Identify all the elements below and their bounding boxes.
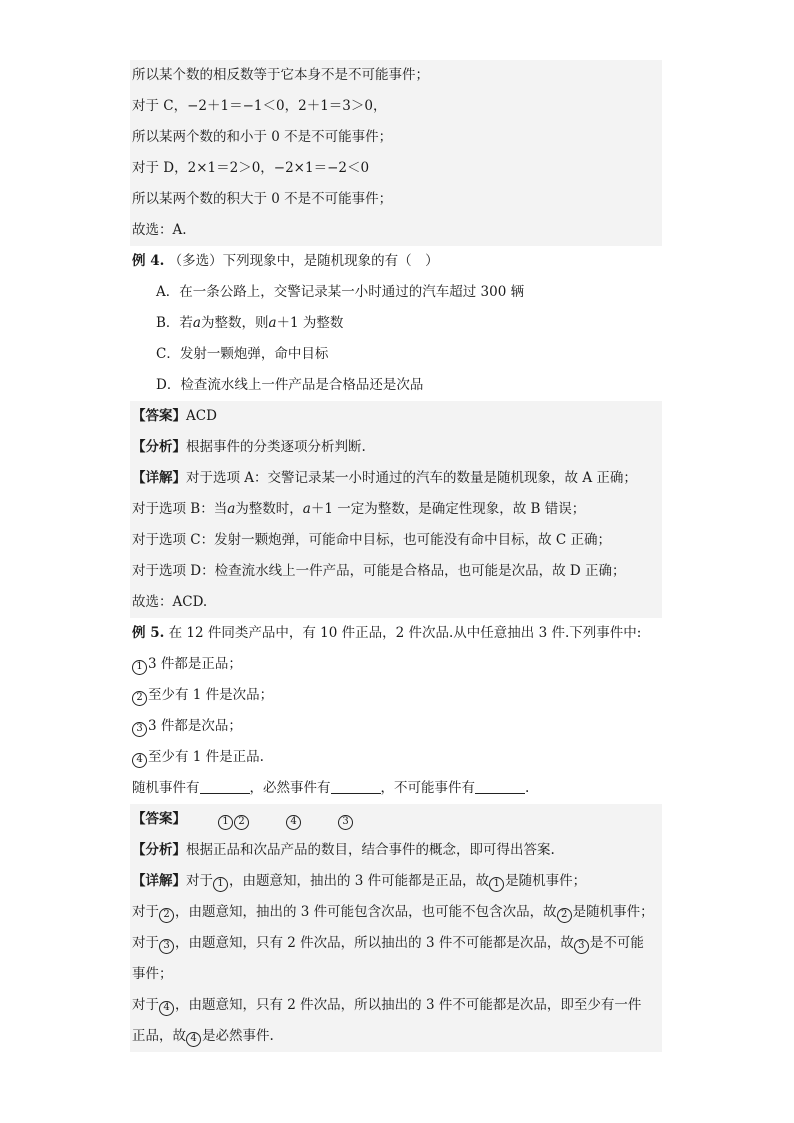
option-text: ＋1 为整数: [276, 315, 344, 331]
option-text: 为整数，则: [200, 315, 269, 331]
detail-text: 对于选项 A：交警记录某一小时通过的汽车的数量是随机现象，故 A 正确；: [186, 470, 637, 486]
detail-line: 对于选项 C：发射一颗炮弹，可能命中目标，也可能没有命中目标，故 C 正确；: [130, 525, 662, 556]
circled-number: 4: [159, 1001, 174, 1016]
detail-line: 事件；: [130, 959, 662, 990]
circled-number: 2: [132, 691, 147, 706]
math-var: a: [192, 315, 201, 331]
math-var: a: [227, 501, 236, 517]
fill-text: 随机事件有: [132, 780, 200, 796]
detail-text: 对于: [132, 935, 159, 951]
event-item-3: [130, 711, 662, 742]
detail-text: 是必然事件.: [202, 1028, 274, 1044]
circled-number: 3: [159, 939, 174, 954]
detail-text: 对于: [132, 997, 159, 1013]
text-line: 所以某个数的相反数等于它本身不是不可能事件；: [130, 60, 662, 91]
text-line: 对于 C，−2＋1＝−1＜0，2＋1＝3＞0，: [130, 91, 662, 122]
option-a: A．在一条公路上，交警记录某一小时通过的汽车超过 300 辆: [156, 284, 525, 300]
analysis-text: 根据正品和次品产品的数目，结合事件的概念，即可得出答案.: [186, 842, 555, 858]
analysis-line: [130, 432, 662, 463]
option-b: [130, 308, 662, 339]
detail-tag: 【详解】: [132, 470, 186, 486]
circled-number: 3: [132, 722, 147, 737]
example-5-stem: [130, 618, 662, 649]
detail-text: ，由题意知，只有 2 件次品，所以抽出的 3 件不可能都是次品，故: [175, 935, 574, 951]
text-line: 所以某两个数的积大于 0 不是不可能事件；: [130, 184, 662, 215]
fill-text: ，不可能事件有: [380, 780, 475, 796]
circled-number: 4: [132, 753, 147, 768]
answer-blank: [200, 779, 250, 794]
circled-number: 2: [159, 908, 174, 923]
analysis-tag: 【分析】: [132, 439, 186, 455]
event-item-4: [130, 742, 662, 773]
circled-number: 3: [338, 815, 353, 830]
detail-text: 是随机事件；: [505, 873, 587, 889]
text-line: 对于 D，2×1＝2＞0，−2×1＝−2＜0: [130, 153, 662, 184]
answer-blank: [331, 779, 381, 794]
detail-text: 对于: [132, 904, 159, 920]
detail-line: [130, 897, 662, 928]
example-label: 例 4.: [132, 253, 165, 269]
answer-line: [130, 804, 662, 835]
option-c: C．发射一颗炮弹，命中目标: [156, 346, 329, 362]
event-text: 3 件都是正品；: [148, 656, 242, 672]
event-text: 至少有 1 件是次品；: [148, 687, 274, 703]
question-text: 在 12 件同类产品中，有 10 件正品，2 件次品.从中任意抽出 3 件.下列事件中:: [168, 625, 642, 641]
answer-line: [130, 401, 662, 432]
circled-number: 4: [186, 1032, 201, 1047]
answer-tag: 【答案】: [132, 408, 186, 424]
detail-text: 对于选项 B：当: [132, 501, 228, 517]
detail-text: 正品，故: [132, 1028, 186, 1044]
detail-text: ，由题意知，抽出的 3 件可能都是正品，故: [229, 873, 490, 889]
event-text: 3 件都是次品；: [148, 718, 242, 734]
text-line: 所以某两个数的和小于 0 不是不可能事件；: [130, 122, 662, 153]
detail-text: 对于: [186, 873, 213, 889]
circled-number: 1: [132, 660, 147, 675]
analysis-tag: 【分析】: [132, 842, 186, 858]
answer-blank: [475, 779, 525, 794]
detail-line: [130, 866, 662, 897]
analysis-line: [130, 835, 662, 866]
fill-in-line: [130, 773, 662, 804]
detail-text: 为整数时，: [235, 501, 303, 517]
circled-number: 1: [213, 877, 228, 892]
detail-line: [130, 1021, 662, 1052]
detail-text: 是随机事件；: [572, 904, 654, 920]
circled-number: 3: [574, 939, 589, 954]
event-item-1: [130, 649, 662, 680]
circled-number: 4: [286, 815, 301, 830]
event-item-2: [130, 680, 662, 711]
circled-number: 1: [218, 815, 233, 830]
example-4-stem: [130, 246, 662, 277]
detail-tag: 【详解】: [132, 873, 186, 889]
circled-number: 1: [489, 877, 504, 892]
detail-line: [130, 990, 662, 1021]
detail-line: [130, 494, 662, 525]
circled-number: 2: [557, 908, 572, 923]
fill-text: ，必然事件有: [249, 780, 331, 796]
conclusion-line: 故选：ACD.: [130, 587, 662, 618]
detail-line: [130, 928, 662, 959]
example-label: 例 5.: [132, 625, 165, 641]
detail-text: ＋1 一定为整数，是确定性现象，故 B 错误；: [310, 501, 586, 517]
fill-text: .: [525, 780, 530, 796]
analysis-text: 根据事件的分类逐项分析判断.: [186, 439, 366, 455]
detail-text: ，由题意知，只有 2 件次品，所以抽出的 3 件不可能都是次品，即至少有一件: [175, 997, 642, 1013]
option-d: D．检查流水线上一件产品是合格品还是次品: [156, 377, 424, 393]
answer-text: ACD: [186, 408, 217, 424]
detail-text: 是不可能: [589, 935, 644, 951]
circled-number: 2: [234, 815, 249, 830]
detail-line: 对于选项 D：检查流水线上一件产品，可能是合格品，也可能是次品，故 D 正确；: [130, 556, 662, 587]
answer-tag: 【答案】: [132, 811, 186, 827]
detail-text: ，由题意知，抽出的 3 件可能包含次品，也可能不包含次品，故: [175, 904, 557, 920]
option-text: B．若: [156, 315, 193, 331]
text-line: 故选：A.: [130, 215, 662, 246]
document-page: [130, 60, 662, 1052]
event-text: 至少有 1 件是正品.: [148, 749, 264, 765]
math-var: a: [268, 315, 277, 331]
math-var: a: [302, 501, 311, 517]
question-text: （多选）下列现象中，是随机现象的有（ ）: [168, 253, 439, 269]
detail-line: [130, 463, 662, 494]
